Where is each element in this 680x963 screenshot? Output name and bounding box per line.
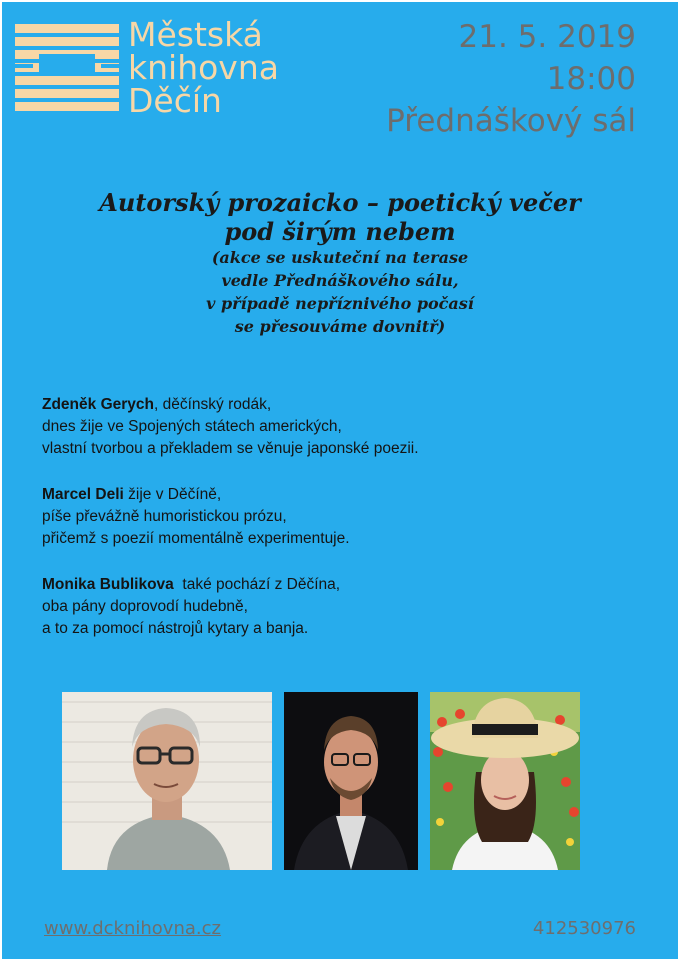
- logo-line-1: Městská: [128, 15, 263, 54]
- bio-line: dnes žije ve Spojených státech amerických,: [42, 418, 342, 435]
- note-line-2: vedle Přednáškového sálu,: [221, 271, 459, 290]
- title-line-2: pod širým nebem: [224, 217, 456, 246]
- note-line-3: v případě nepříznivého počasí: [206, 294, 474, 313]
- bio-text: také pochází z Děčína,: [173, 576, 341, 593]
- portrait-man-dark: [284, 692, 418, 870]
- author-bios: [42, 394, 419, 664]
- library-logo-icon: [15, 24, 119, 120]
- bio-line: [42, 574, 419, 596]
- author-name: Marcel Deli: [42, 486, 124, 503]
- library-name: [128, 15, 279, 120]
- photo-zdenek-gerych: [62, 692, 272, 870]
- bio-line: vlastní tvorbou a překladem se věnuje japonské poezii.: [42, 440, 419, 457]
- phone-number: 412530976: [532, 918, 636, 939]
- bio-line: píše převážně humoristickou prózu,: [42, 508, 287, 525]
- bio-marcel-deli: [42, 484, 419, 550]
- author-name: Zdeněk Gerych: [42, 396, 154, 413]
- bio-text: , děčínský rodák,: [154, 396, 272, 413]
- bio-line: přičemž s poezií momentálně experimentuje.: [42, 530, 350, 547]
- bio-zdenek-gerych: [42, 394, 419, 460]
- photo-monika-bublikova: [430, 692, 580, 870]
- author-name: Monika Bublikova: [42, 576, 174, 593]
- logo-line-3: Děčín: [128, 81, 222, 120]
- event-place: Přednáškový sál: [386, 103, 636, 139]
- logo-line-2: knihovna: [128, 48, 279, 87]
- portrait-woman-hat: [430, 692, 580, 870]
- bio-line: [42, 394, 419, 416]
- title-line-1: Autorský prozaicko – poetický večer: [99, 188, 581, 217]
- event-date: 21. 5. 2019: [458, 19, 636, 55]
- bio-text: žije v Děčíně,: [123, 486, 222, 503]
- poster: [2, 2, 678, 959]
- event-time: 18:00: [546, 61, 636, 97]
- note-line-4: se přesouváme dovnitř): [234, 317, 446, 336]
- portrait-man-glasses: [62, 692, 272, 870]
- website-link[interactable]: www.dcknihovna.cz: [44, 918, 221, 939]
- event-title: [2, 188, 678, 338]
- bio-line: oba pány doprovodí hudebně,: [42, 598, 248, 615]
- bio-line: [42, 484, 419, 506]
- note-line-1: (akce se uskuteční na terase: [211, 248, 469, 267]
- bio-monika-bublikova: [42, 574, 419, 640]
- bio-line: a to za pomocí nástrojů kytary a banja.: [42, 620, 309, 637]
- event-info: [386, 16, 636, 142]
- photo-marcel-deli: [284, 692, 418, 870]
